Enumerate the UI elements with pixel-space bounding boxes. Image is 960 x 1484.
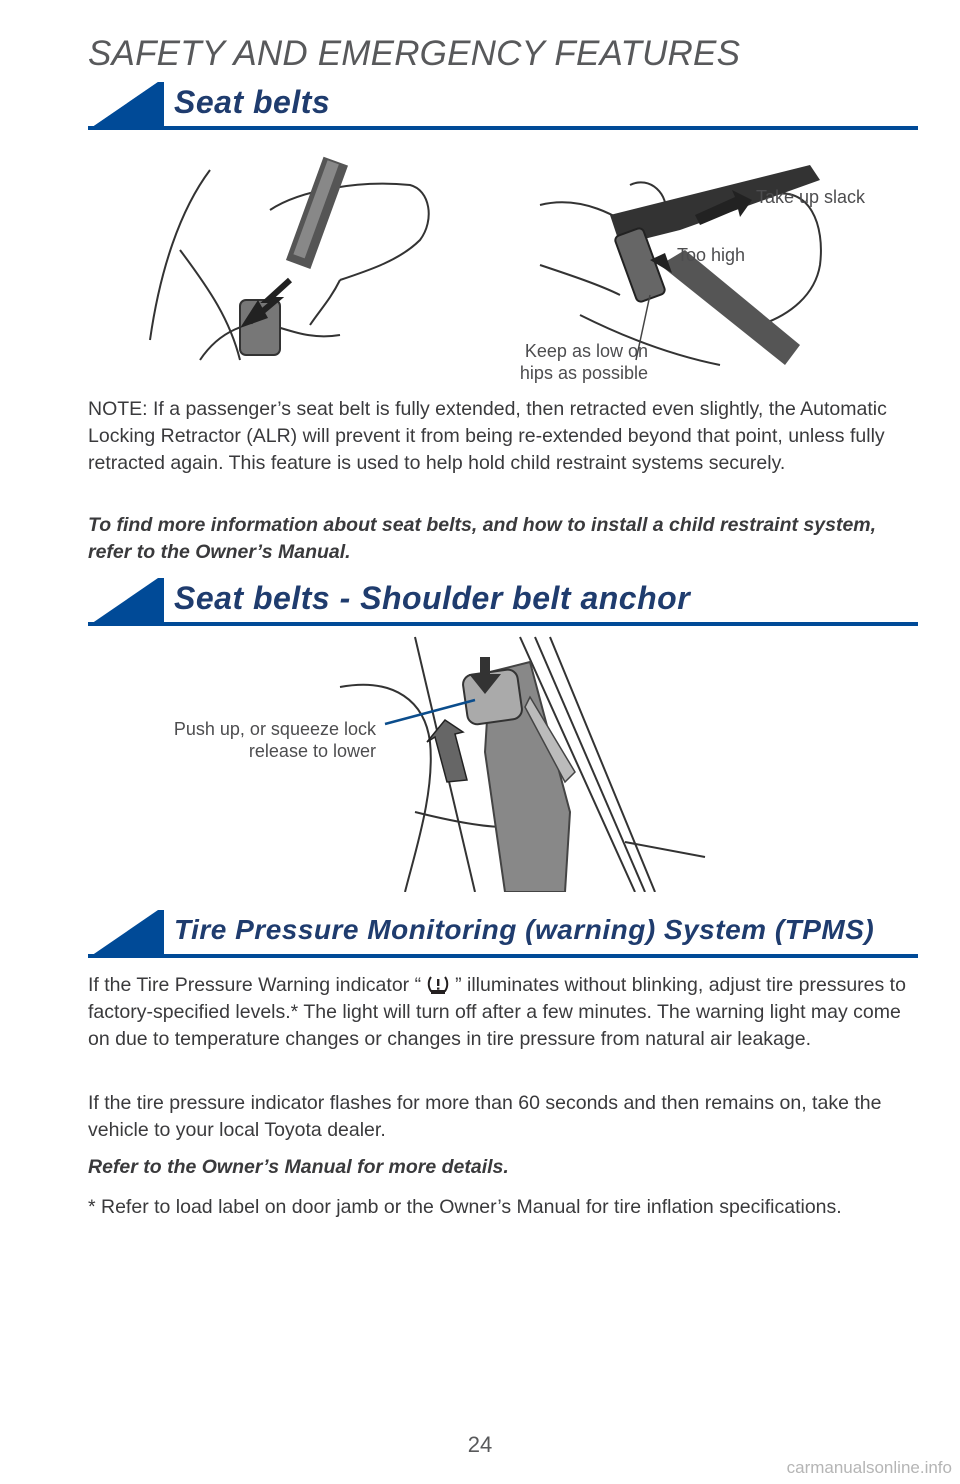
label-too-high: Too high (677, 245, 746, 265)
tire-pressure-warning-icon (427, 974, 449, 994)
section-header-seat-belts (88, 82, 918, 130)
label-push-up: Push up, or squeeze lock (173, 719, 376, 739)
seat-belt-more-info: To find more information about seat belts, and how to install a child restraint system, refer to the Owner’s Manual. (88, 514, 877, 563)
section-rule (88, 126, 918, 130)
tpms-p1-before: If the Tire Pressure Warning indicator “ (88, 974, 422, 996)
seat-belt-buckle-illustration (140, 150, 440, 380)
section-rule (88, 622, 918, 626)
section-heading-shoulder-anchor: Seat belts - Shoulder belt anchor (174, 580, 691, 616)
page-number: 24 (467, 1432, 493, 1457)
page-title: SAFETY AND EMERGENCY FEATURES (88, 34, 741, 73)
tpms-footnote: * Refer to load label on door jamb or the Owner’s Manual for tire inflation specifications. (88, 1196, 842, 1218)
seat-belt-note: NOTE: If a passenger’s seat belt is fully extended, then retracted even slightly, the Automatic Locking Retractor (ALR) will prevent it from being re-extended beyond that point, unless fully retracted again. This feature is used to help hold child restraint systems securely. (88, 398, 887, 474)
label-take-up-slack: Take up slack (756, 187, 866, 207)
section-heading-seat-belts: Seat belts (174, 84, 331, 120)
section-header-shoulder-anchor (88, 578, 918, 626)
label-release-lower: release to lower (248, 741, 376, 761)
tpms-paragraph-3: Refer to the Owner’s Manual for more details. (88, 1156, 509, 1178)
label-keep-low-1: Keep as low on (524, 341, 648, 361)
section-rule (88, 954, 918, 958)
tpms-p1-after: ” illuminates without blinking, adjust tire pressures to factory-specified levels.* The light will turn off after a few minutes. The warning light may come on due to temperature changes or changes in tire pressure from natural air leakage. (88, 974, 906, 1050)
section-heading-tpms: Tire Pressure Monitoring (warning) System (TPMS) (174, 914, 875, 945)
section-header-tpms (88, 910, 918, 958)
label-keep-low-2: hips as possible (519, 363, 648, 383)
footer-watermark: carmanualsonline.info (786, 1458, 952, 1477)
shoulder-belt-anchor-illustration (335, 632, 715, 892)
tpms-paragraph-2: If the tire pressure indicator flashes for more than 60 seconds and then remains on, take the vehicle to your local Toyota dealer. (88, 1092, 882, 1141)
tpms-paragraph-1 (88, 972, 918, 1053)
